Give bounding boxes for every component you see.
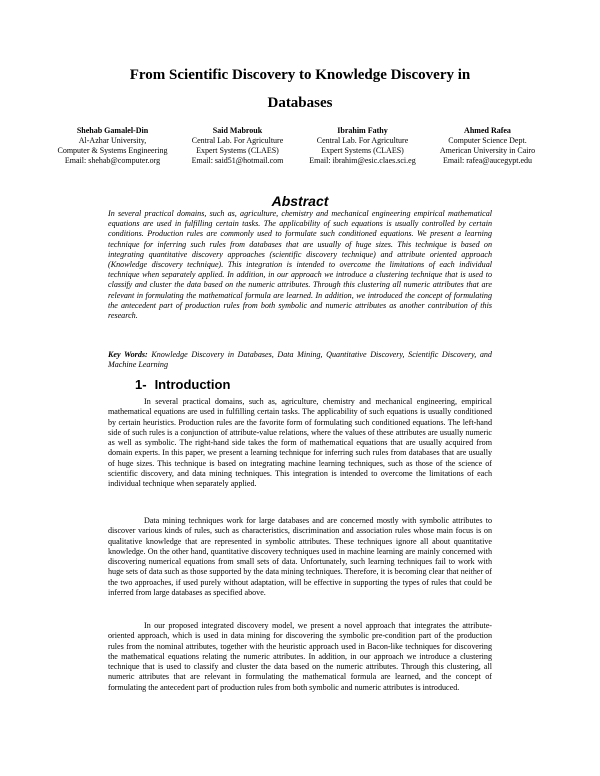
paper-title-line1: From Scientific Discovery to Knowledge Discovery in: [129, 67, 471, 83]
intro-paragraph-1: In several practical domains, such as, agriculture, chemistry and mechanical engineering, empirical mathematical equations are used in fulfilling certain tasks. The applicability of such equations is usually conditioned by certain heuristics. Production rules are the favorite form of formulating such conditioned equations. The left-hand side of such rules is a conjunction of attribute-value relations, where the values of these attributes are usually numeric as well as symbolic. The right-hand side takes the form of mathematical equations that are usually acquired from domain experts. In this paper, we present a learning technique for inferring such rules from databases that are usually of huge sizes. This technique is based on integrating machine learning techniques, such as those of the science of scientific discovery, and data mining techniques. This integration is intended to overcome the limitations of each individual technique when separately applied.: [108, 397, 492, 489]
author-email: Email: said51@hotmail.com: [191, 156, 284, 165]
section-number: 1-: [135, 377, 147, 392]
author-affiliation: Computer Science Dept.: [448, 136, 527, 145]
author-email: Email: shehab@computer.org: [64, 156, 161, 165]
author-email: Email: ibrahim@esic.claes.sci.eg: [309, 156, 416, 165]
author-affiliation: Central Lab. For Agriculture: [191, 136, 284, 145]
author-name: Ahmed Rafea: [464, 126, 511, 135]
keywords-label: Key Words:: [108, 350, 148, 359]
author-2: [175, 126, 300, 166]
section-heading: [135, 377, 230, 392]
intro-paragraph-2: Data mining techniques work for large databases and are concerned mostly with symbolic attributes to discover various kinds of rules, such as characteristics, discrimination and association rules whose main focus is on qualitative knowledge that are represented in symbolic attributes. These techniques ignore all about quantitative knowledge. On the other hand, quantitative discovery techniques used in machine learning are mainly concerned with discovering numerical equations from small sets of data. Unfortunately, such learning techniques fail to work with huge sets of data such as those supported by the data mining techniques. Therefore, it is becoming clear that neither of the two approaches, if used purely without adaptation, will be effective in supporting the types of rules that could be inferred from large databases as specified above.: [108, 516, 492, 598]
abstract-heading: Abstract: [271, 193, 329, 209]
author-affiliation: Al-Azhar University,: [78, 136, 147, 145]
author-department: Computer & Systems Engineering: [57, 146, 168, 155]
author-1: [50, 126, 175, 166]
author-name: Shehab Gamalel-Din: [76, 126, 149, 135]
author-department: Expert Systems (CLAES): [321, 146, 404, 155]
author-name: Said Mabrouk: [212, 126, 263, 135]
author-name: Ibrahim Fathy: [337, 126, 388, 135]
author-3: [300, 126, 425, 166]
author-4: [425, 126, 550, 166]
author-affiliation: Central Lab. For Agriculture: [316, 136, 409, 145]
author-email: Email: rafea@aucegypt.edu: [442, 156, 533, 165]
abstract-text: In several practical domains, such as, agriculture, chemistry and mechanical engineering empirical mathematical equations are used in fulfilling certain tasks. The applicability of such equations is usually controlled by certain conditions. Production rules are commonly used to formulate such conditioned equations. We present a learning technique for inferring such rules from databases that are usually of huge sizes. This technique is based on integrating quantitative discovery approaches (scientific discovery technique) and attribute oriented approach (Knowledge discovery technique). This integration is intended to overcome the limitations of each individual technique when separately applied. In addition, in our approach we introduce a clustering technique that is used to classify and cluster the data based on the numeric attributes. Through this clustering all numeric attributes that are relevant in formulating the mathematical formula are learned. In addition, we introduced the concept of formulating the antecedent part of production rules from both symbolic and numeric attributes as another contribution of this research.: [108, 209, 492, 321]
intro-paragraph-3: In our proposed integrated discovery model, we present a novel approach that integrates the attribute-oriented approach, which is used in data mining for discovering the symbolic pre-condition part of the production rules from the nominal attributes, together with the heuristic approach used in Bacon-like techniques for discovering the mathematical equations relating the numeric attributes. In addition, in our approach we introduce a clustering technique that is used to classify and cluster the data based on the numeric attributes. Through this clustering, all numeric attributes that are relevant in formulating the mathematical formula are learned, and the concept of formulating the antecedent part of production rules from both symbolic and numeric attributes is introduced.: [108, 621, 492, 692]
author-department: Expert Systems (CLAES): [196, 146, 279, 155]
paper-title-line2: Databases: [267, 95, 333, 111]
section-title: Introduction: [154, 377, 231, 392]
author-department: American University in Cairo: [439, 146, 536, 155]
keywords-text: Knowledge Discovery in Databases, Data Mining, Quantitative Discovery, Scientific Discovery, and Machine Learning: [108, 350, 492, 370]
keywords: [108, 350, 492, 370]
